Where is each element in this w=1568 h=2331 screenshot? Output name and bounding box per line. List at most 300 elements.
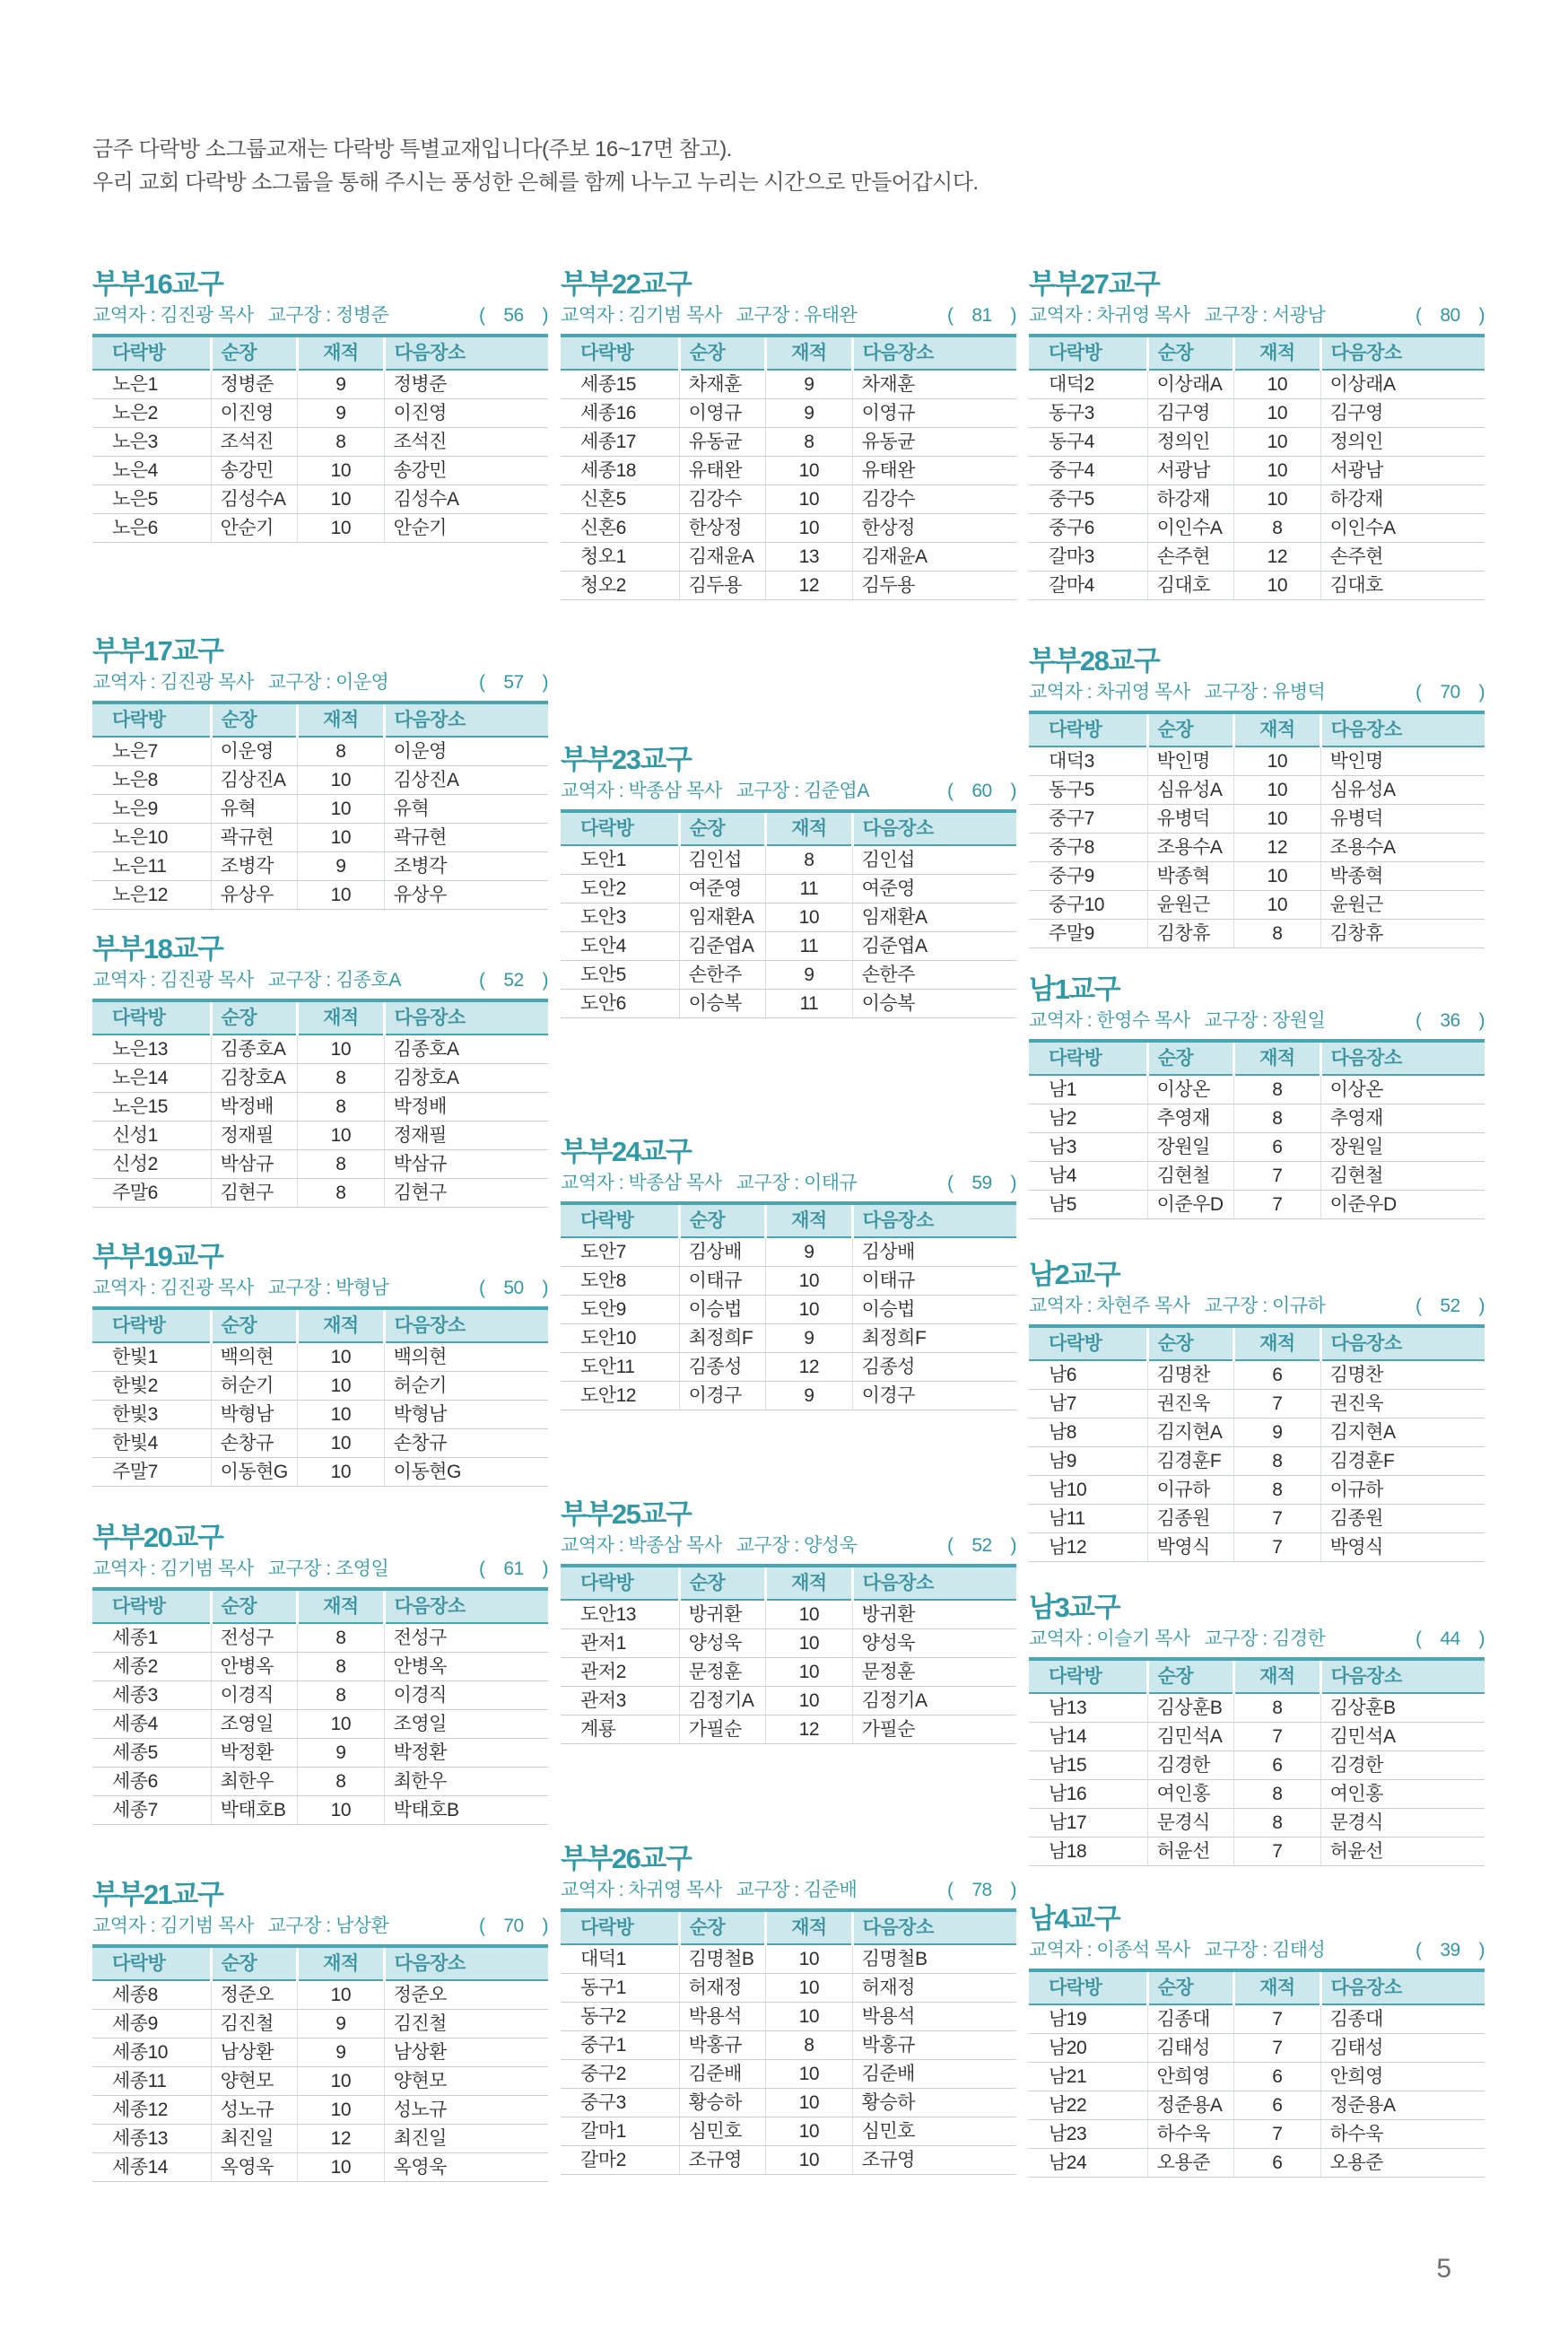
col-header-enrollment: 재적 — [1234, 712, 1321, 746]
roster-table — [92, 701, 548, 910]
table-row — [92, 1093, 548, 1122]
cell-leader: 박용석 — [679, 2003, 766, 2031]
cell-leader: 이승법 — [679, 1296, 766, 1324]
col-header-room: 다락방 — [1029, 1041, 1147, 1075]
count-value: 52 — [503, 970, 524, 991]
section-count — [947, 1880, 1016, 1901]
cell-leader: 김인섭 — [679, 845, 766, 875]
cell-leader: 김상훈B — [1147, 1693, 1234, 1723]
cell-leader: 박정환 — [211, 1739, 298, 1768]
cell-next-place: 문경식 — [1320, 1809, 1485, 1838]
col-header-room: 다락방 — [561, 1910, 679, 1944]
cell-leader: 임재환A — [679, 904, 766, 932]
intro — [92, 133, 1481, 199]
cell-enrollment: 8 — [1234, 920, 1321, 948]
col-header-room: 다락방 — [92, 1000, 211, 1035]
cell-room: 노은10 — [92, 824, 211, 852]
cell-room: 남12 — [1029, 1533, 1147, 1562]
count-paren-close: ) — [1010, 305, 1016, 326]
count-paren-close: ) — [542, 305, 548, 326]
header-row — [1029, 1970, 1485, 2004]
table-row — [92, 1623, 548, 1653]
header-row — [92, 703, 548, 737]
count-paren-open: ( — [1416, 305, 1422, 326]
cell-next-place: 양현모 — [384, 2067, 548, 2096]
cell-enrollment: 6 — [1234, 1751, 1321, 1780]
cell-leader: 방귀환 — [679, 1600, 766, 1629]
cell-enrollment: 10 — [298, 881, 385, 910]
section-subtitle — [92, 1278, 548, 1299]
header-row — [92, 1589, 548, 1623]
table-row — [92, 1179, 548, 1208]
table-row — [561, 990, 1016, 1018]
table-row — [1029, 1162, 1485, 1191]
table-row — [92, 852, 548, 881]
table-row — [92, 1122, 548, 1150]
roster-table — [561, 1908, 1016, 2175]
cell-next-place: 임재환A — [852, 904, 1016, 932]
col-header-next-place: 다음장소 — [384, 1000, 548, 1035]
cell-room: 관저2 — [561, 1658, 679, 1687]
cell-leader: 조병각 — [211, 852, 298, 881]
cell-enrollment: 12 — [766, 1353, 853, 1382]
cell-room: 동구4 — [1029, 428, 1147, 457]
section-staff: 교역자 : 이슬기 목사 교구장 : 김경한 — [1029, 1628, 1326, 1649]
cell-leader: 하수욱 — [1147, 2120, 1234, 2149]
cell-leader: 조용수A — [1147, 834, 1234, 862]
cell-room: 세종4 — [92, 1710, 211, 1739]
col-header-leader: 순장 — [1147, 336, 1234, 370]
cell-room: 노은13 — [92, 1035, 211, 1064]
cell-leader: 이태규 — [679, 1267, 766, 1296]
col-header-leader: 순장 — [1147, 1970, 1234, 2004]
table-row — [561, 2003, 1016, 2031]
count-paren-close: ) — [1010, 1173, 1016, 1193]
parish-section — [561, 269, 1016, 600]
cell-enrollment: 10 — [298, 1710, 385, 1739]
parish-section — [1029, 974, 1485, 1219]
parish-section — [561, 1844, 1016, 2175]
cell-enrollment: 7 — [1234, 1838, 1321, 1866]
count-value: 57 — [503, 672, 524, 693]
cell-leader: 정준오 — [211, 1980, 298, 2010]
cell-room: 중구9 — [1029, 862, 1147, 891]
cell-next-place: 김구영 — [1320, 399, 1485, 428]
cell-next-place: 유혁 — [384, 795, 548, 824]
cell-enrollment: 10 — [1234, 805, 1321, 834]
table-row — [92, 485, 548, 514]
cell-enrollment: 7 — [1234, 1533, 1321, 1562]
table-row — [92, 1681, 548, 1710]
header-row — [1029, 1659, 1485, 1693]
cell-next-place: 김현구 — [384, 1179, 548, 1208]
cell-room: 도안2 — [561, 875, 679, 904]
cell-next-place: 여준영 — [852, 875, 1016, 904]
section-title: 부부21교구 — [92, 1879, 223, 1910]
cell-leader: 김상진A — [211, 766, 298, 795]
cell-leader: 한상정 — [679, 514, 766, 543]
table-row — [561, 845, 1016, 875]
header-row — [1029, 1041, 1485, 1075]
cell-enrollment: 8 — [298, 1093, 385, 1122]
cell-enrollment: 9 — [298, 2010, 385, 2039]
cell-enrollment: 8 — [298, 1653, 385, 1681]
table-row — [561, 1944, 1016, 1974]
roster-table — [1029, 334, 1485, 600]
cell-enrollment: 10 — [298, 485, 385, 514]
cell-leader: 조영일 — [211, 1710, 298, 1739]
cell-next-place: 이동현G — [384, 1458, 548, 1487]
cell-next-place: 최진일 — [384, 2125, 548, 2153]
table-row — [92, 2153, 548, 2182]
cell-leader: 김정기A — [679, 1687, 766, 1716]
cell-enrollment: 10 — [298, 1401, 385, 1429]
table-row — [92, 1035, 548, 1064]
cell-enrollment: 10 — [298, 1372, 385, 1401]
cell-room: 도안9 — [561, 1296, 679, 1324]
cell-next-place: 유동균 — [852, 428, 1016, 457]
table-row — [1029, 1838, 1485, 1866]
col-header-enrollment: 재적 — [1234, 1659, 1321, 1693]
cell-next-place: 조영일 — [384, 1710, 548, 1739]
cell-next-place: 박인명 — [1320, 746, 1485, 776]
cell-next-place: 양성욱 — [852, 1629, 1016, 1658]
table-row — [561, 1382, 1016, 1410]
table-row — [1029, 1505, 1485, 1533]
cell-leader: 유병덕 — [1147, 805, 1234, 834]
table-row — [1029, 862, 1485, 891]
col-header-enrollment: 재적 — [298, 336, 385, 370]
cell-room: 노은6 — [92, 514, 211, 543]
cell-leader: 이상온 — [1147, 1075, 1234, 1104]
cell-room: 갈마4 — [1029, 572, 1147, 600]
cell-next-place: 남상환 — [384, 2039, 548, 2067]
count-paren-close: ) — [1010, 1880, 1016, 1900]
cell-next-place: 김현철 — [1320, 1162, 1485, 1191]
cell-next-place: 박형남 — [384, 1401, 548, 1429]
cell-room: 중구4 — [1029, 457, 1147, 485]
count-paren-close: ) — [1478, 1010, 1485, 1031]
col-header-room: 다락방 — [561, 811, 679, 845]
cell-room: 관저3 — [561, 1687, 679, 1716]
cell-next-place: 최정희F — [852, 1324, 1016, 1353]
cell-room: 노은9 — [92, 795, 211, 824]
cell-room: 한빛2 — [92, 1372, 211, 1401]
cell-room: 남7 — [1029, 1390, 1147, 1419]
table-row — [1029, 2004, 1485, 2034]
cell-next-place: 김상진A — [384, 766, 548, 795]
cell-leader: 김종성 — [679, 1353, 766, 1382]
col-header-leader: 순장 — [1147, 1326, 1234, 1360]
table-row — [1029, 1533, 1485, 1562]
cell-next-place: 정준용A — [1320, 2091, 1485, 2120]
col-header-room: 다락방 — [92, 1946, 211, 1980]
cell-enrollment: 9 — [766, 1237, 853, 1267]
cell-enrollment: 10 — [766, 2060, 853, 2089]
col-header-leader: 순장 — [211, 1000, 298, 1035]
col-header-next-place: 다음장소 — [852, 1566, 1016, 1600]
count-value: 81 — [971, 305, 992, 326]
cell-leader: 손한주 — [679, 961, 766, 990]
cell-enrollment: 10 — [298, 2067, 385, 2096]
cell-leader: 안병옥 — [211, 1653, 298, 1681]
cell-room: 동구1 — [561, 1974, 679, 2003]
cell-leader: 성노규 — [211, 2096, 298, 2125]
cell-leader: 김창호A — [211, 1064, 298, 1093]
cell-room: 세종12 — [92, 2096, 211, 2125]
table-row — [1029, 1075, 1485, 1104]
cell-room: 남3 — [1029, 1133, 1147, 1162]
cell-room: 남19 — [1029, 2004, 1147, 2034]
cell-enrollment: 8 — [766, 2031, 853, 2060]
cell-room: 중구3 — [561, 2089, 679, 2117]
col-header-next-place: 다음장소 — [852, 336, 1016, 370]
cell-next-place: 이진영 — [384, 399, 548, 428]
roster-table — [92, 1944, 548, 2182]
cell-leader: 김창휴 — [1147, 920, 1234, 948]
cell-enrollment: 9 — [766, 399, 853, 428]
section-subtitle — [561, 1173, 1016, 1194]
cell-leader: 서광남 — [1147, 457, 1234, 485]
cell-leader: 조규영 — [679, 2146, 766, 2175]
col-header-leader: 순장 — [1147, 1041, 1234, 1075]
cell-enrollment: 8 — [298, 1681, 385, 1710]
table-row — [92, 824, 548, 852]
cell-next-place: 김진철 — [384, 2010, 548, 2039]
cell-next-place: 박용석 — [852, 2003, 1016, 2031]
col-header-next-place: 다음장소 — [384, 703, 548, 737]
parish-section — [92, 1242, 548, 1487]
cell-enrollment: 12 — [766, 1716, 853, 1744]
count-paren-open: ( — [947, 781, 954, 801]
table-row — [1029, 746, 1485, 776]
cell-next-place: 안희영 — [1320, 2063, 1485, 2091]
table-row — [561, 1974, 1016, 2003]
cell-leader: 박영식 — [1147, 1533, 1234, 1562]
section-title: 부부24교구 — [561, 1136, 692, 1167]
cell-leader: 김민석A — [1147, 1723, 1234, 1751]
table-row — [92, 2010, 548, 2039]
count-paren-open: ( — [1416, 1940, 1422, 1960]
cell-room: 동구2 — [561, 2003, 679, 2031]
cell-next-place: 가필순 — [852, 1716, 1016, 1744]
roster-table — [1029, 1324, 1485, 1562]
cell-leader: 여인홍 — [1147, 1780, 1234, 1809]
col-header-room: 다락방 — [561, 336, 679, 370]
cell-room: 세종10 — [92, 2039, 211, 2067]
cell-leader: 문경식 — [1147, 1809, 1234, 1838]
cell-enrollment: 10 — [1234, 370, 1321, 399]
table-row — [1029, 2149, 1485, 2178]
table-row — [1029, 1476, 1485, 1505]
cell-enrollment: 7 — [1234, 1390, 1321, 1419]
section-count — [479, 970, 548, 991]
cell-leader: 김경훈F — [1147, 1447, 1234, 1476]
cell-leader: 이승복 — [679, 990, 766, 1018]
roster-table — [1029, 1657, 1485, 1866]
section-subtitle — [92, 305, 548, 327]
table-row — [92, 1458, 548, 1487]
count-paren-close: ) — [542, 970, 548, 991]
cell-next-place: 여인홍 — [1320, 1780, 1485, 1809]
cell-leader: 김상배 — [679, 1237, 766, 1267]
section-staff: 교역자 : 차현주 목사 교구장 : 이규하 — [1029, 1296, 1326, 1316]
count-paren-open: ( — [1416, 682, 1422, 703]
cell-enrollment: 10 — [766, 2003, 853, 2031]
cell-enrollment: 10 — [766, 1629, 853, 1658]
col-header-enrollment: 재적 — [298, 1000, 385, 1035]
cell-enrollment: 9 — [766, 370, 853, 399]
cell-room: 남14 — [1029, 1723, 1147, 1751]
cell-next-place: 김인섭 — [852, 845, 1016, 875]
count-value: 52 — [1440, 1296, 1460, 1316]
cell-room: 도안13 — [561, 1600, 679, 1629]
count-paren-open: ( — [1416, 1010, 1422, 1031]
col-header-room: 다락방 — [1029, 1659, 1147, 1693]
cell-next-place: 손주현 — [1320, 543, 1485, 572]
cell-leader: 안희영 — [1147, 2063, 1234, 2091]
count-paren-open: ( — [479, 1558, 485, 1579]
cell-next-place: 김경한 — [1320, 1751, 1485, 1780]
column-right — [1029, 269, 1485, 2178]
table-row — [92, 2067, 548, 2096]
cell-leader: 이상래A — [1147, 370, 1234, 399]
cell-next-place: 방귀환 — [852, 1600, 1016, 1629]
section-count — [947, 1535, 1016, 1557]
section-title: 남3교구 — [1029, 1592, 1120, 1623]
parish-section — [92, 636, 548, 910]
cell-room: 갈마3 — [1029, 543, 1147, 572]
cell-enrollment: 10 — [298, 766, 385, 795]
cell-enrollment: 10 — [298, 1122, 385, 1150]
table-row — [92, 795, 548, 824]
cell-room: 신성2 — [92, 1150, 211, 1179]
cell-leader: 유상우 — [211, 881, 298, 910]
cell-enrollment: 10 — [298, 1458, 385, 1487]
count-value: 70 — [1440, 682, 1460, 703]
count-paren-open: ( — [947, 1880, 954, 1900]
cell-next-place: 이승법 — [852, 1296, 1016, 1324]
cell-next-place: 조규영 — [852, 2146, 1016, 2175]
cell-next-place: 김대호 — [1320, 572, 1485, 600]
cell-leader: 장원일 — [1147, 1133, 1234, 1162]
columns — [92, 268, 1485, 2182]
cell-leader: 이진영 — [211, 399, 298, 428]
cell-enrollment: 10 — [766, 1267, 853, 1296]
cell-next-place: 추영재 — [1320, 1104, 1485, 1133]
parish-section — [561, 1499, 1016, 1744]
cell-leader: 김재윤A — [679, 543, 766, 572]
cell-next-place: 김상배 — [852, 1237, 1016, 1267]
cell-enrollment: 10 — [766, 904, 853, 932]
col-header-leader: 순장 — [1147, 712, 1234, 746]
section-staff: 교역자 : 김진광 목사 교구장 : 김종호A — [92, 970, 401, 991]
cell-room: 남24 — [1029, 2149, 1147, 2178]
cell-leader: 이경구 — [679, 1382, 766, 1410]
cell-room: 세종17 — [561, 428, 679, 457]
cell-enrollment: 10 — [298, 1342, 385, 1372]
cell-next-place: 정의인 — [1320, 428, 1485, 457]
cell-next-place: 김준배 — [852, 2060, 1016, 2089]
cell-next-place: 전성구 — [384, 1623, 548, 1653]
col-header-next-place: 다음장소 — [384, 1308, 548, 1342]
count-paren-open: ( — [947, 1535, 954, 1556]
header-row — [561, 1566, 1016, 1600]
count-paren-open: ( — [479, 305, 485, 326]
cell-next-place: 정병준 — [384, 370, 548, 399]
cell-next-place: 정재필 — [384, 1122, 548, 1150]
cell-leader: 손주현 — [1147, 543, 1234, 572]
table-row — [1029, 1104, 1485, 1133]
section-count — [479, 305, 548, 327]
cell-enrollment: 10 — [1234, 862, 1321, 891]
cell-enrollment: 9 — [298, 370, 385, 399]
cell-enrollment: 11 — [766, 990, 853, 1018]
table-row — [1029, 834, 1485, 862]
cell-room: 도안3 — [561, 904, 679, 932]
count-value: 44 — [1440, 1628, 1460, 1649]
section-staff: 교역자 : 차귀영 목사 교구장 : 김준배 — [561, 1880, 858, 1900]
cell-enrollment: 10 — [766, 1944, 853, 1974]
section-title: 부부17교구 — [92, 635, 223, 667]
cell-leader: 김종원 — [1147, 1505, 1234, 1533]
header-row — [92, 1308, 548, 1342]
section-staff: 교역자 : 이종석 목사 교구장 : 김태성 — [1029, 1940, 1326, 1960]
parish-section — [561, 745, 1016, 1018]
cell-next-place: 허윤선 — [1320, 1838, 1485, 1866]
col-header-room: 다락방 — [1029, 1326, 1147, 1360]
cell-next-place: 김명철B — [852, 1944, 1016, 1974]
count-paren-open: ( — [1416, 1628, 1422, 1649]
cell-next-place: 김종성 — [852, 1353, 1016, 1382]
count-paren-close: ) — [1010, 1535, 1016, 1556]
header-row — [1029, 712, 1485, 746]
column-middle — [561, 269, 1016, 2175]
cell-next-place: 김재윤A — [852, 543, 1016, 572]
cell-enrollment: 8 — [298, 1623, 385, 1653]
cell-room: 남22 — [1029, 2091, 1147, 2120]
roster-table — [92, 334, 548, 543]
cell-room: 남21 — [1029, 2063, 1147, 2091]
cell-leader: 김두용 — [679, 572, 766, 600]
cell-leader: 김강수 — [679, 485, 766, 514]
cell-room: 동구3 — [1029, 399, 1147, 428]
cell-enrollment: 11 — [766, 932, 853, 961]
cell-next-place: 조용수A — [1320, 834, 1485, 862]
cell-next-place: 하강재 — [1320, 485, 1485, 514]
cell-room: 중구8 — [1029, 834, 1147, 862]
cell-room: 세종16 — [561, 399, 679, 428]
col-header-enrollment: 재적 — [766, 336, 853, 370]
col-header-room: 다락방 — [92, 703, 211, 737]
cell-leader: 차재훈 — [679, 370, 766, 399]
cell-enrollment: 10 — [766, 1974, 853, 2003]
cell-room: 남4 — [1029, 1162, 1147, 1191]
count-value: 52 — [971, 1535, 992, 1556]
section-subtitle — [92, 1916, 548, 1937]
cell-enrollment: 10 — [1234, 746, 1321, 776]
cell-leader: 양현모 — [211, 2067, 298, 2096]
cell-next-place: 김지현A — [1320, 1419, 1485, 1447]
section-count — [1416, 1940, 1485, 1961]
cell-next-place: 이운영 — [384, 737, 548, 766]
count-value: 61 — [503, 1558, 524, 1579]
cell-leader: 하강재 — [1147, 485, 1234, 514]
cell-next-place: 오용준 — [1320, 2149, 1485, 2178]
cell-enrollment: 8 — [298, 1150, 385, 1179]
cell-room: 세종8 — [92, 1980, 211, 2010]
cell-leader: 이규하 — [1147, 1476, 1234, 1505]
